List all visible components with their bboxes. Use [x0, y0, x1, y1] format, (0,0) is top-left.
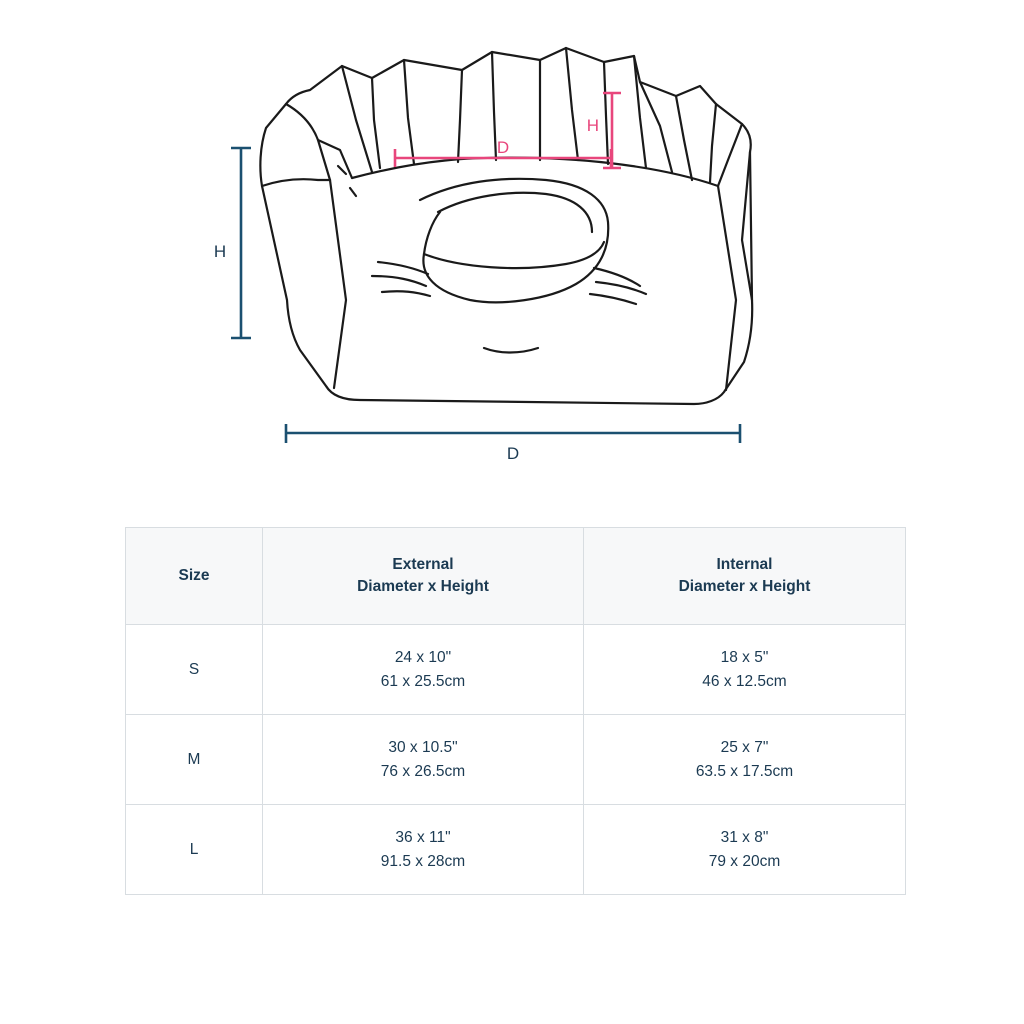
- cell-internal: [584, 805, 906, 895]
- external-cm: 91.5 x 28cm: [380, 852, 466, 870]
- header-external: [263, 528, 584, 625]
- external-inches: 24 x 10": [394, 649, 452, 667]
- table-row: [126, 715, 906, 805]
- cell-internal: [584, 715, 906, 805]
- pet-bed-dimensions-diagram: [0, 0, 1024, 500]
- cell-size: [126, 715, 263, 805]
- size-table: [125, 527, 906, 895]
- external-diameter-dimension: [286, 424, 740, 443]
- size-value: L: [189, 840, 199, 858]
- internal-inches: 25 x 7": [720, 739, 769, 757]
- table-header-row: [126, 528, 906, 625]
- external-height-dimension: [231, 148, 251, 338]
- cell-size: [126, 805, 263, 895]
- bed-illustration: [260, 48, 752, 404]
- cell-external: [263, 805, 584, 895]
- internal-inches: 18 x 5": [720, 649, 769, 667]
- size-table-body: [126, 625, 906, 895]
- external-inches: 30 x 10.5": [388, 739, 458, 757]
- header-size-text: Size: [178, 567, 210, 584]
- cell-size: [126, 625, 263, 715]
- size-value: M: [187, 750, 201, 768]
- header-internal-line2: Diameter x Height: [678, 578, 811, 595]
- header-external-line2: Diameter x Height: [357, 578, 489, 595]
- internal-inches: 31 x 8": [720, 829, 769, 847]
- table-row: [126, 625, 906, 715]
- internal-height-label: H: [586, 116, 599, 135]
- header-size: [126, 528, 263, 625]
- external-cm: 61 x 25.5cm: [380, 672, 466, 690]
- cell-external: [263, 625, 584, 715]
- size-table-header: [126, 528, 906, 625]
- size-value: S: [188, 660, 200, 678]
- external-diameter-label: D: [506, 444, 520, 463]
- table-row: [126, 805, 906, 895]
- header-external-line1: External: [392, 556, 454, 573]
- cell-internal: [584, 625, 906, 715]
- internal-cm: 79 x 20cm: [708, 852, 781, 870]
- external-height-label: H: [213, 242, 227, 261]
- cell-external: [263, 715, 584, 805]
- internal-cm: 46 x 12.5cm: [702, 672, 787, 690]
- internal-diameter-label: D: [496, 138, 510, 157]
- external-cm: 76 x 26.5cm: [380, 762, 466, 780]
- external-inches: 36 x 11": [395, 829, 451, 847]
- internal-cm: 63.5 x 17.5cm: [695, 762, 794, 780]
- header-internal-line1: Internal: [716, 556, 773, 573]
- header-internal: [584, 528, 906, 625]
